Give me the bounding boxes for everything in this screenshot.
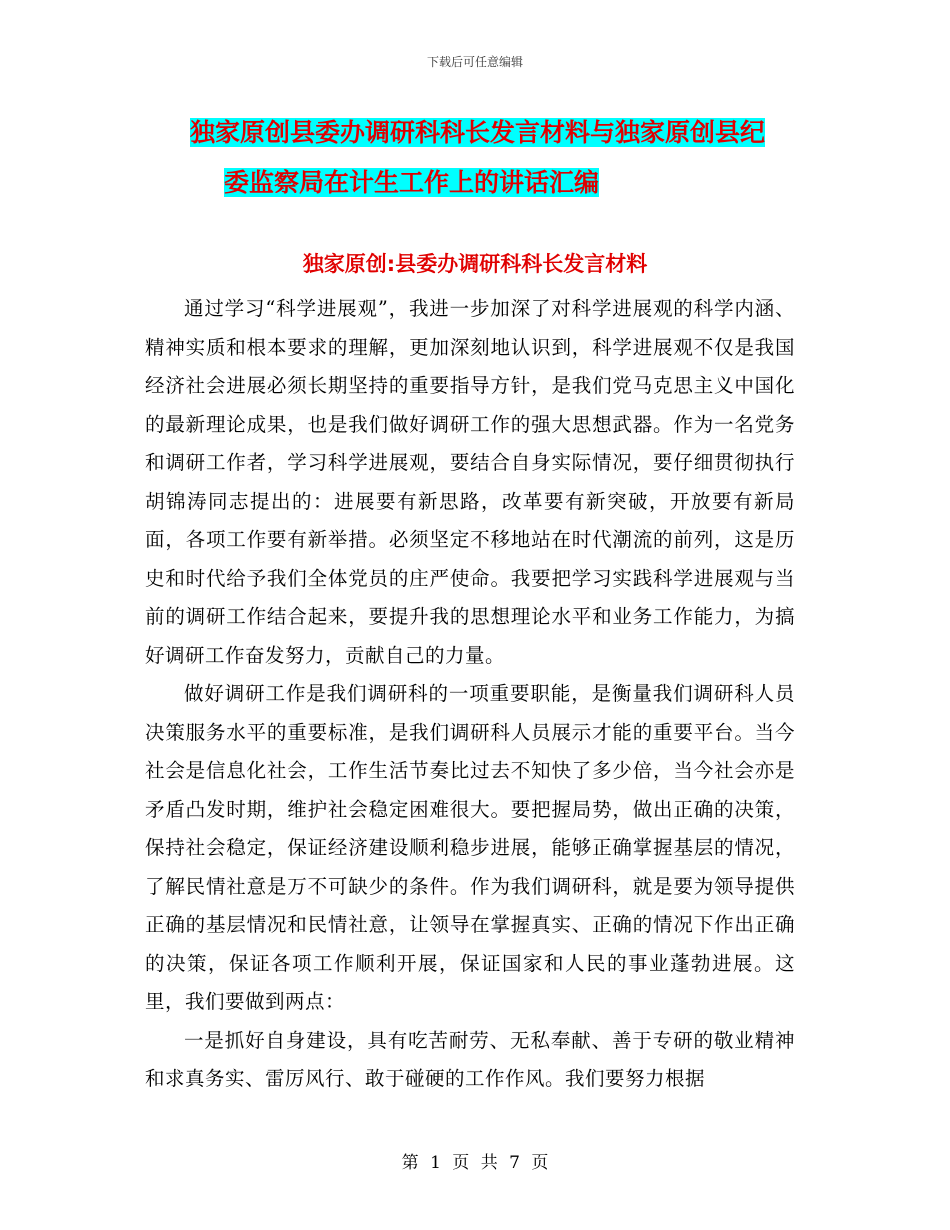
paragraph-3: 一是抓好自身建设，具有吃苦耐劳、无私奉献、善于专研的敬业精神和求真务实、雷厉风行、敢于碰硬的工作作风。我们要努力根据 [145,1028,795,1090]
page-number-footer: 第 1 页 共 7 页 [401,1153,549,1173]
title-line-2: 委监察局在计生工作上的讲话汇编 [224,168,600,197]
section-heading: 独家原创:县委办调研科科长发言材料 [302,252,648,276]
paragraph-1: 通过学习“科学进展观”，我进一步加深了对科学进展观的科学内涵、精神实质和根本要求的理解，更加深刻地认识到，科学进展观不仅是我国经济社会进展必须长期坚持的重要指导方针，是我们党马克思主义中国化的最新理论成果，也是我们做好调研工作的强大思想武器。作为一名党务和调研工作者，学习科学进展观，要结合自身实际情况，要仔细贯彻执行胡锦涛同志提出的：进展要有新思路，改革要有新突破，开放要有新局面，各项工作要有新举措。必须坚定不移地站在时代潮流的前列，这是历史和时代给予我们全体党员的庄严使命。我要把学习实践科学进展观与当前的调研工作结合起来，要提升我的思想理论水平和业务工作能力，为搞好调研工作奋发努力，贡献自己的力量。 [145,297,795,667]
document-title [150,108,810,208]
title-line-1: 独家原创县委办调研科科长发言材料与独家原创县纪 [190,118,766,147]
body-text [145,290,795,1099]
paragraph-2: 做好调研工作是我们调研科的一项重要职能，是衡量我们调研科人员决策服务水平的重要标准，是我们调研科人员展示才能的重要平台。当今社会是信息化社会，工作生活节奏比过去不知快了多少倍，当今社会亦是矛盾凸发时期，维护社会稳定困难很大。要把握局势，做出正确的决策，保持社会稳定，保证经济建设顺利稳步进展，能够正确掌握基层的情况，了解民情社意是万不可缺少的条件。作为我们调研科，就是要为领导提供正确的基层情况和民情社意，让领导在掌握真实、正确的情况下作出正确的决策，保证各项工作顺利开展，保证国家和人民的事业蓬勃进展。这里，我们要做到两点： [145,682,795,1013]
page-header-note: 下载后可任意编辑 [426,55,523,69]
